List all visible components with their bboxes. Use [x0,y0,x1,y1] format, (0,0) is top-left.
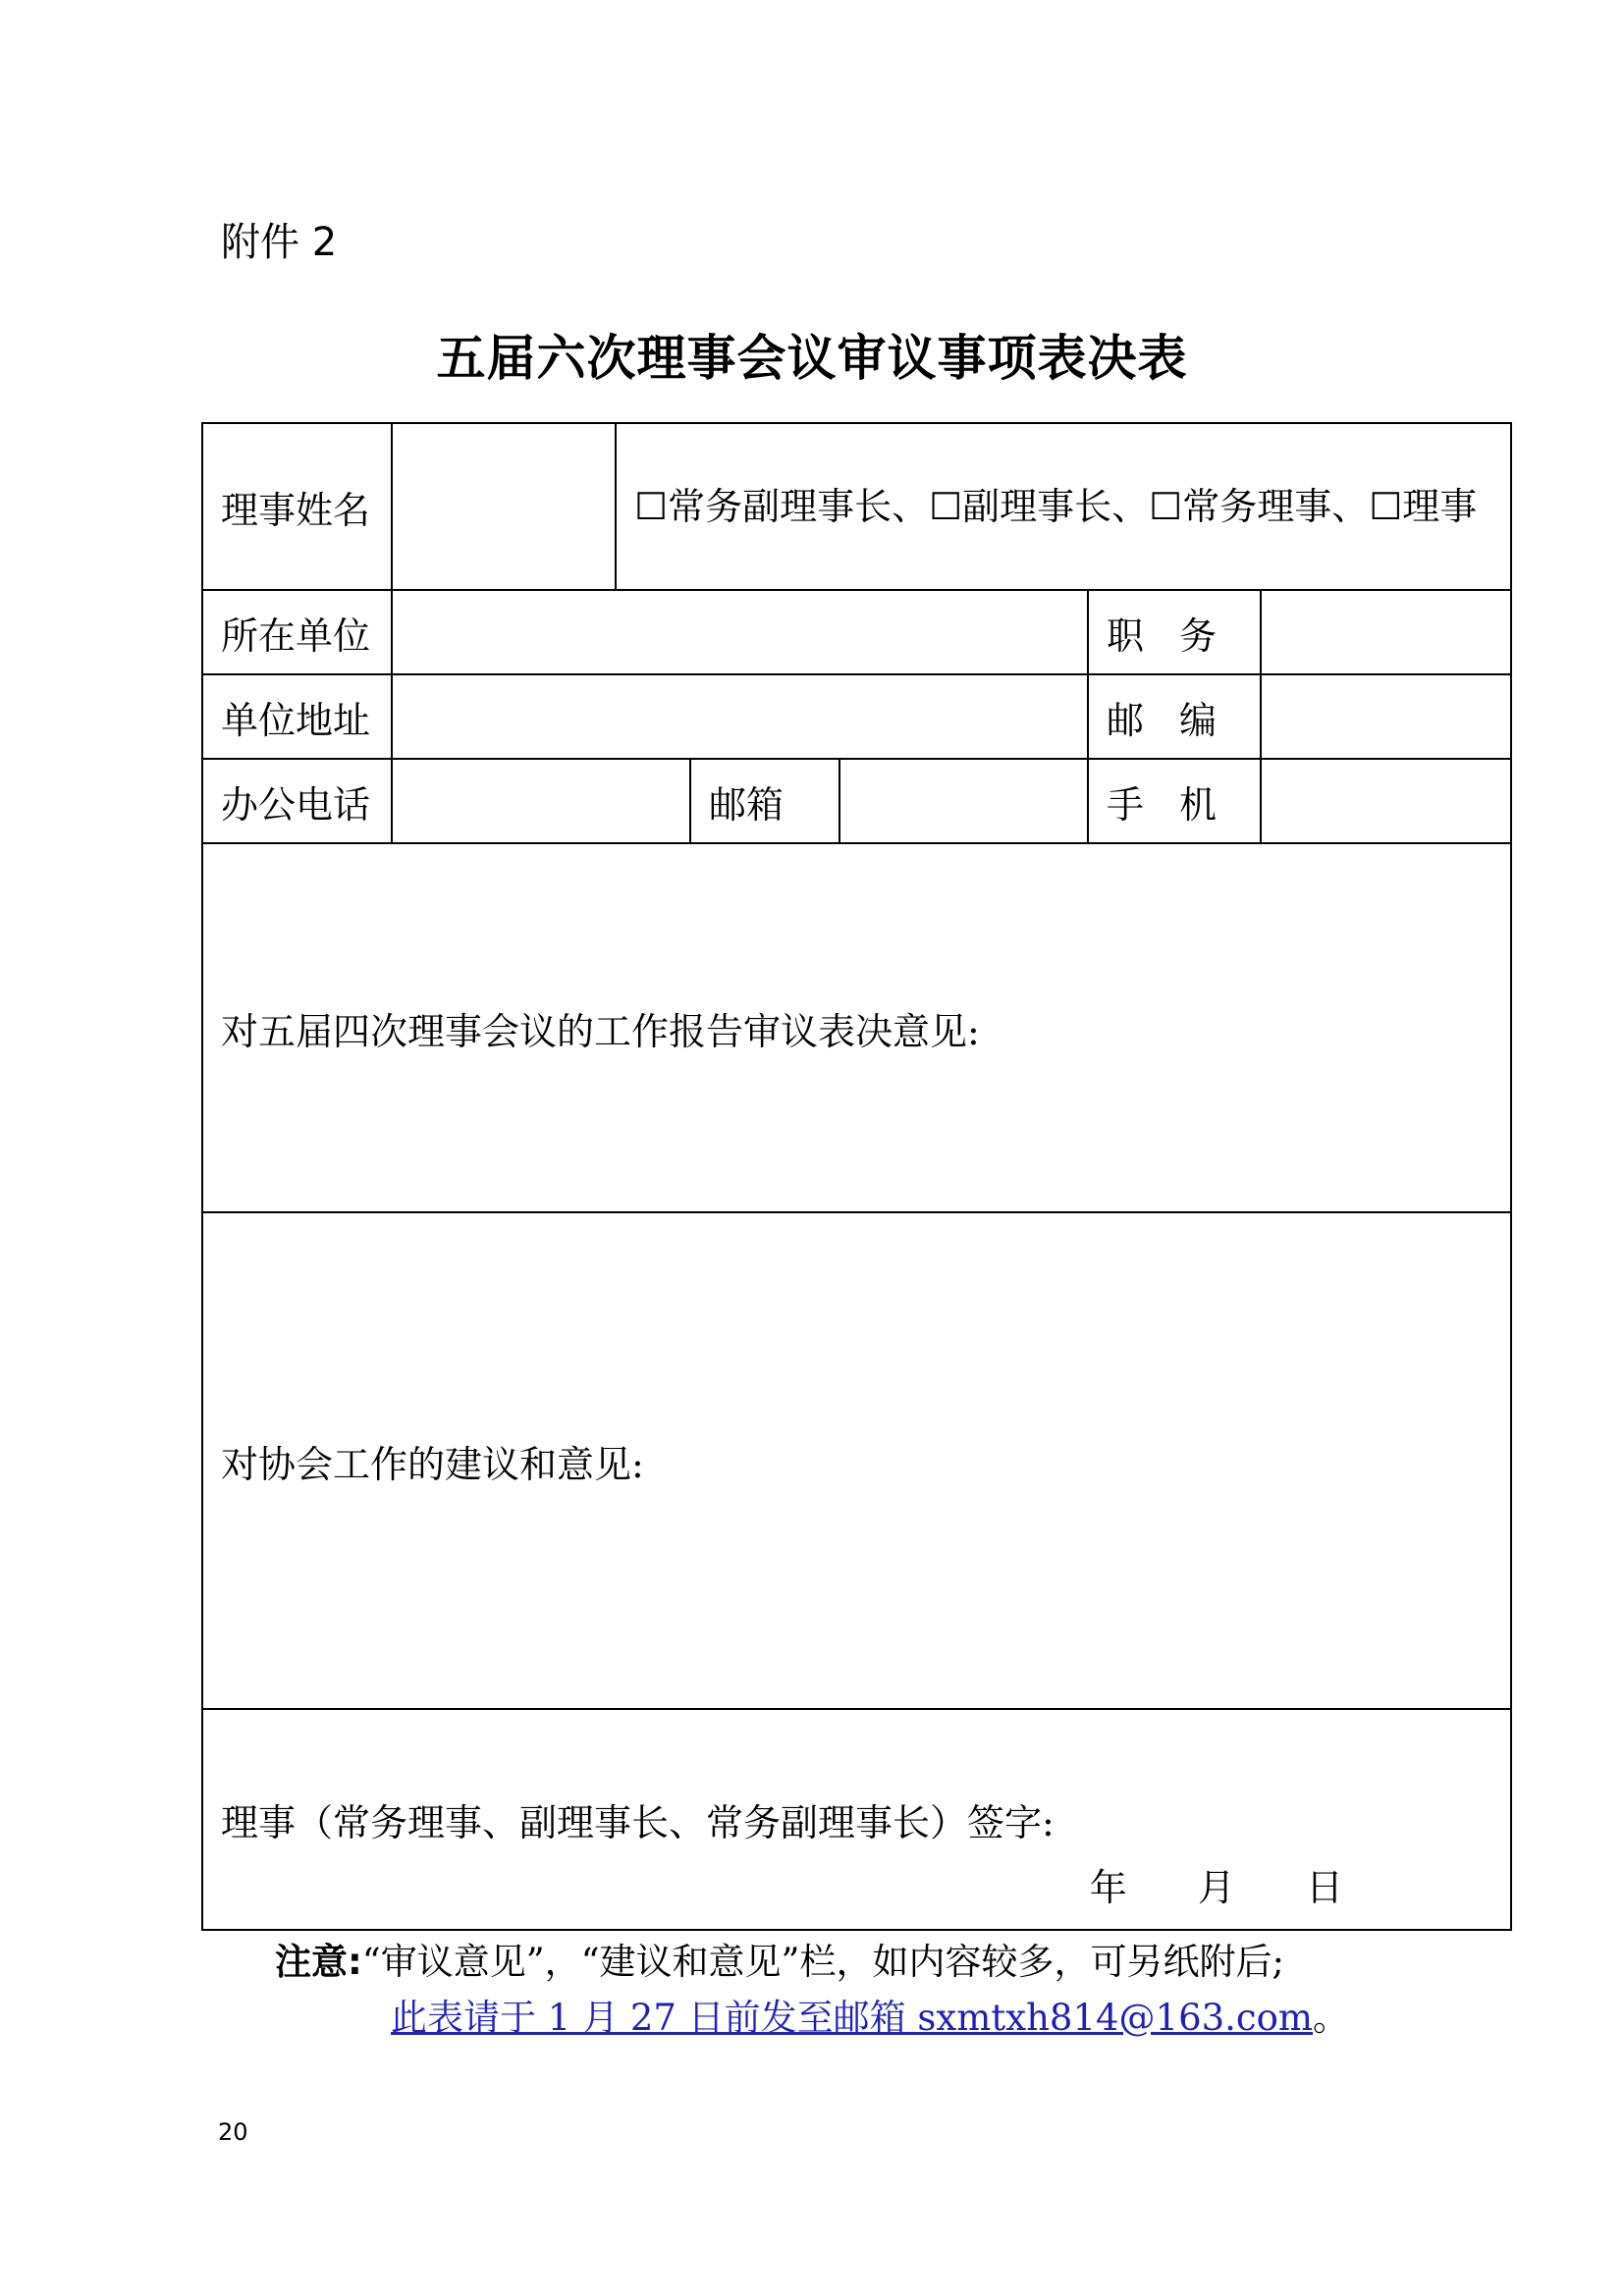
office-phone-label: 办公电话 [202,759,392,843]
page-number: 20 [218,2118,248,2146]
link-suffix: 。 [1313,1997,1350,2039]
date-day: 日 [1305,1866,1343,1909]
postcode-label: 邮编 [1088,674,1261,759]
email-link[interactable]: 此表请于 1 月 27 日前发至邮箱 sxmtxh814@163.com [391,1997,1314,2039]
page-title: 五届六次理事会议审议事项表决表 [436,329,1188,387]
unit-label: 所在单位 [202,590,392,674]
position-field[interactable] [1261,590,1511,674]
submission-instruction [391,1988,1349,2041]
office-phone-field[interactable] [392,759,690,843]
address-label: 单位地址 [202,674,392,759]
attachment-label: 附件 2 [221,220,338,265]
review-opinion-cell[interactable] [202,843,1511,1212]
note-prefix: 注意: [275,1941,362,1983]
mobile-field[interactable] [1261,759,1511,843]
voting-form-table [201,422,1512,1931]
date-month: 月 [1197,1866,1235,1909]
review-opinion-label: 对五届四次理事会议的工作报告审议表决意见: [221,1009,980,1053]
name-field[interactable] [392,423,616,590]
unit-field[interactable] [392,590,1088,674]
signature-cell[interactable] [202,1709,1511,1930]
address-field[interactable] [392,674,1088,759]
date-year: 年 [1089,1866,1127,1909]
email-label: 邮箱 [690,759,839,843]
position-label: 职务 [1088,590,1261,674]
name-label: 理事姓名 [202,423,392,590]
suggestion-label: 对协会工作的建议和意见: [221,1442,644,1486]
postcode-field[interactable] [1261,674,1511,759]
signature-label: 理事（常务理事、副理事长、常务副理事长）签字: [221,1801,1055,1844]
footer-note [275,1932,1284,1985]
role-options[interactable]: ☐常务副理事长、☐副理事长、☐常务理事、☐理事 [616,423,1511,590]
email-field[interactable] [839,759,1088,843]
mobile-label: 手机 [1088,759,1261,843]
note-text: “审议意见”，“建议和意见”栏，如内容较多，可另纸附后; [361,1941,1284,1983]
suggestion-cell[interactable] [202,1212,1511,1709]
date-line [1031,1857,1343,1911]
